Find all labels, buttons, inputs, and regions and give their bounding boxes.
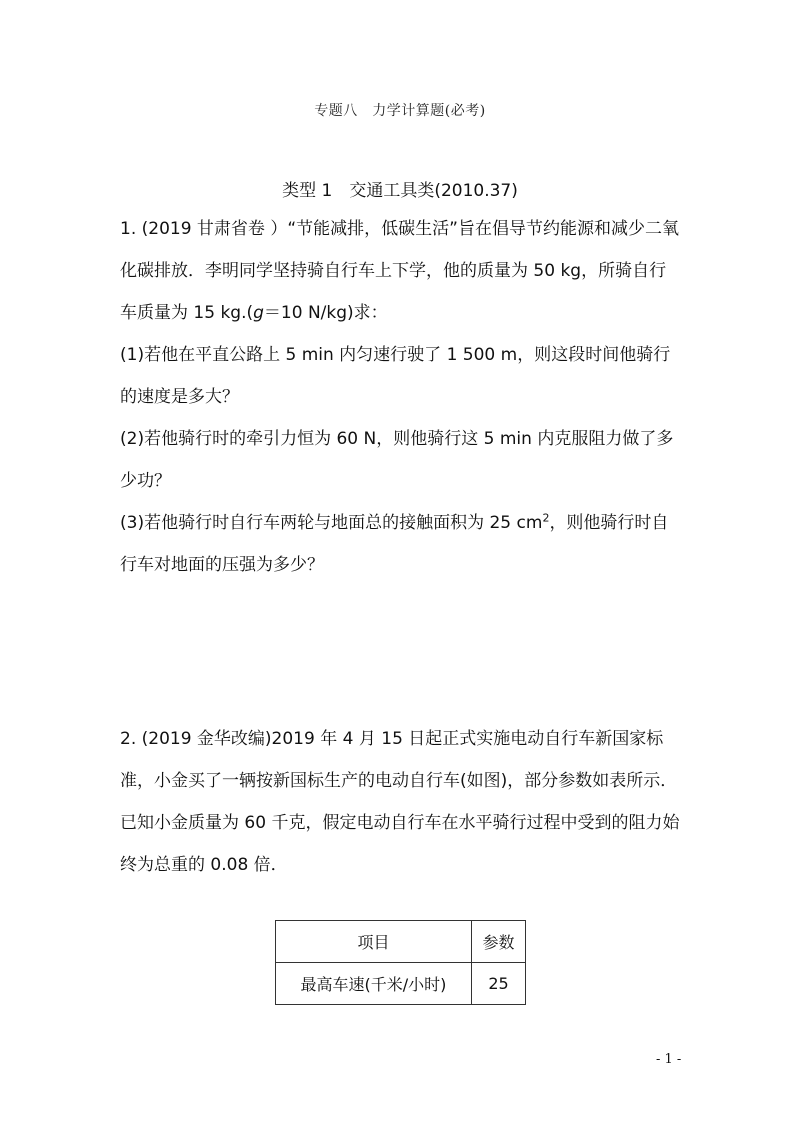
question-2-text: 2. (2019 金华改编)2019 年 4 月 15 日起正式实施电动自行车新国家标准，小金买了一辆按新国标生产的电动自行车(如图)，部分参数如表所示．已知小金质量为 60 千克，假定电动自行车在水平骑行过程中受到的阻力始终为总重的 0.08 倍． [120,729,680,875]
table-header-item: 项目 [276,921,472,963]
superscript-2: 2 [542,511,550,525]
page-number: - 1 - [656,1052,682,1067]
question-1-intro-text: 1. (2019 甘肃省卷 ）“节能减排，低碳生活”旨在倡导节约能源和减少二氧化碳排放．李明同学坚持骑自行车上下学，他的质量为 50 kg，所骑自行车质量为 15 kg.( [120,219,679,323]
question-1-part-3-end: ，则他骑行时自行车对地面的压强为多少？ [120,513,669,575]
section-title: 类型 1 交通工具类(2010.37) [282,181,518,201]
table-header-row [276,921,526,963]
question-1-part-1: (1)若他在平直公路上 5 min 内匀速行驶了 1 500 m，则这段时间他骑行的速度是多大？ [120,345,671,407]
question-1-part-3-text: (3)若他骑行时自行车两轮与地面总的接触面积为 25 cm [120,513,543,533]
question-1-part-2: (2)若他骑行时的牵引力恒为 60 N，则他骑行这 5 min 内克服阻力做了多少功？ [120,429,674,491]
table-header-param: 参数 [472,921,526,963]
table-cell-value: 25 [472,963,526,1005]
gravity-symbol: g [253,303,264,323]
table-cell-item: 最高车速(千米/小时) [276,963,472,1005]
question-1-part-3 [120,502,680,586]
parameter-table [275,920,526,1005]
question-1 [120,208,680,586]
question-1-intro-end: ＝10 N/kg)求： [263,303,388,323]
question-1-intro [120,208,680,334]
page-header: 专题八 力学计算题(必考) [314,103,486,119]
question-2 [120,718,680,886]
table-row [276,963,526,1005]
